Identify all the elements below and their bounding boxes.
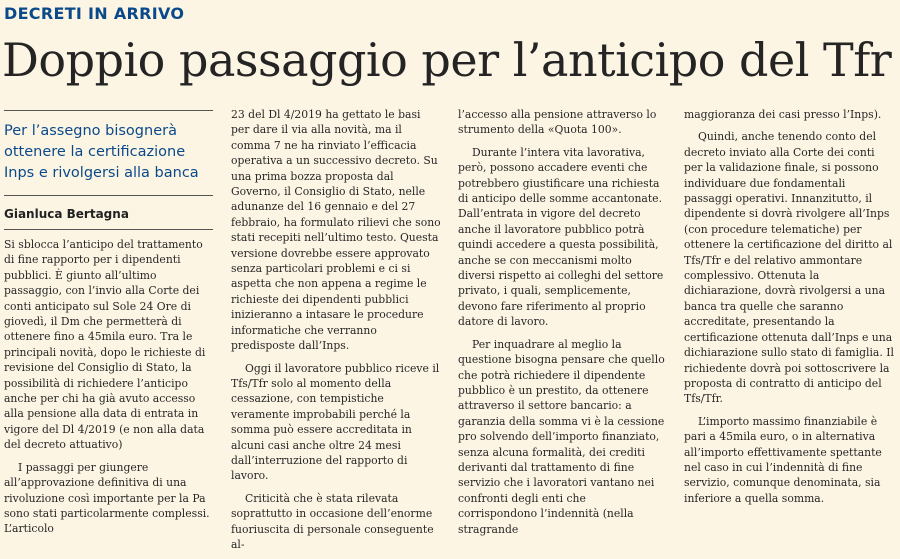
article-summary: Per l’assegno bisognerà ottenere la certificazione Inps e rivolgersi alla banca xyxy=(4,123,199,181)
paragraph: maggioranza dei casi presso l’Inps). xyxy=(684,108,882,121)
paragraph: I passaggi per giungere all’approvazione definitiva di una rivoluzione così importante per la Pa sono stati particolarmente complessi. L’articolo xyxy=(4,460,210,536)
paragraph: 23 del Dl 4/2019 ha gettato le basi per dare il via alla novità, ma il comma 7 ne ha rinviato l’efficacia operativa a un successivo decreto. Su una prima bozza proposta dal Governo, il Consiglio di Stato, nelle adunanze del 16 gennaio e del 27 febbraio, ha formulato rilievi che sono stati recepiti nell’ultimo testo. Questa versione dovrebbe essere approvato senza particolari problemi e ci si aspetta che non appena a regime le richieste dei dipendenti pubblici inizieranno a intasare le procedure informatiche che verranno predisposte dall’Inps. xyxy=(231,108,441,353)
text-column-4 xyxy=(684,107,896,513)
text-column-2 xyxy=(231,107,441,559)
paragraph: Si sblocca l’anticipo del trattamento di fine rapporto per i dipendenti pubblici. È giunto all’ultimo passaggio, con l’invio alla Corte dei conti anticipato sul Sole 24 Ore di giovedì, il Dm che permetterà di ottenere fino a 45mila euro. Tra le principali novità, dopo le richieste di revisione del Consiglio di Stato, la possibilità di richiedere l’anticipo anche per chi ha già avuto accesso alla pensione alla data di entrata in vigore del Dl 4/2019 (e non alla data del decreto attuativo) xyxy=(4,238,206,452)
paragraph: Criticità che è stata rilevata soprattutto in occasione dell’enorme fuoriuscita di personale conseguente al- xyxy=(231,491,434,551)
paragraph: Oggi il lavoratore pubblico riceve il Tfs/Tfr solo al momento della cessazione, con tempistiche veramente improbabili perché la somma può essere accreditata in alcuni casi anche oltre 24 mesi dall’interruzione del rapporto di lavoro. xyxy=(231,361,440,483)
paragraph: L’importo massimo finanziabile è pari a 45mila euro, o in alternativa all’importo effettivamente spettante nel caso in cui l’indennità di fine servizio, comunque denominata, sia inferiore a quella somma. xyxy=(684,414,882,505)
paragraph: l’accesso alla pensione attraverso lo strumento della «Quota 100». xyxy=(458,108,657,137)
section-kicker: DECRETI IN ARRIVO xyxy=(4,4,185,23)
summary-top-rule xyxy=(4,110,213,111)
paragraph: Quindi, anche tenendo conto del decreto inviato alla Corte dei conti per la validazione finale, si possono individuare due fondamentali passaggi operativi. Innanzitutto, il dipendente si dovrà rivolgere all’Inps (con procedure telematiche) per ottenere la certificazione del diritto al Tfs/Tfr e del relativo ammontare complessivo. Ottenuta la dichiarazione, dovrà rivolgersi a una banca tra quelle che saranno accreditate, presentando la certificazione ottenuta dall’Inps e una dichiarazione sullo stato di famiglia. Il richiedente dovrà poi sottoscrivere la proposta di contratto di anticipo del Tfs/Tfr. xyxy=(684,130,894,406)
author-byline: Gianluca Bertagna xyxy=(4,207,129,221)
headline: Doppio passaggio per l’anticipo del Tfr xyxy=(2,33,892,87)
text-column-1 xyxy=(4,237,213,544)
summary-bottom-rule xyxy=(4,195,213,196)
paragraph: Durante l’intera vita lavorativa, però, possono accadere eventi che potrebbero giustificare una richiesta di anticipo delle somme accantonate. Dall’entrata in vigore del decreto anche il lavoratore pubblico potrà quindi accedere a questa possibilità, anche se con meccanismi molto diversi rispetto ai colleghi del settore privato, i quali, semplicemente, devono fare riferimento al proprio datore di lavoro. xyxy=(458,145,664,329)
author-rule xyxy=(4,229,213,230)
text-column-3 xyxy=(458,107,668,544)
paragraph: Per inquadrare al meglio la questione bisogna pensare che quello che potrà richiedere il dipendente pubblico è un prestito, da ottenere attraverso il settore bancario: a garanzia della somma vi è la cessione pro solvendo dell’importo finanziato, senza alcuna formalità, dei crediti derivanti dal trattamento di fine servizio che i lavoratori vantano nei confronti degli enti che corrispondono l’indennità (nella stragrande xyxy=(458,337,665,536)
